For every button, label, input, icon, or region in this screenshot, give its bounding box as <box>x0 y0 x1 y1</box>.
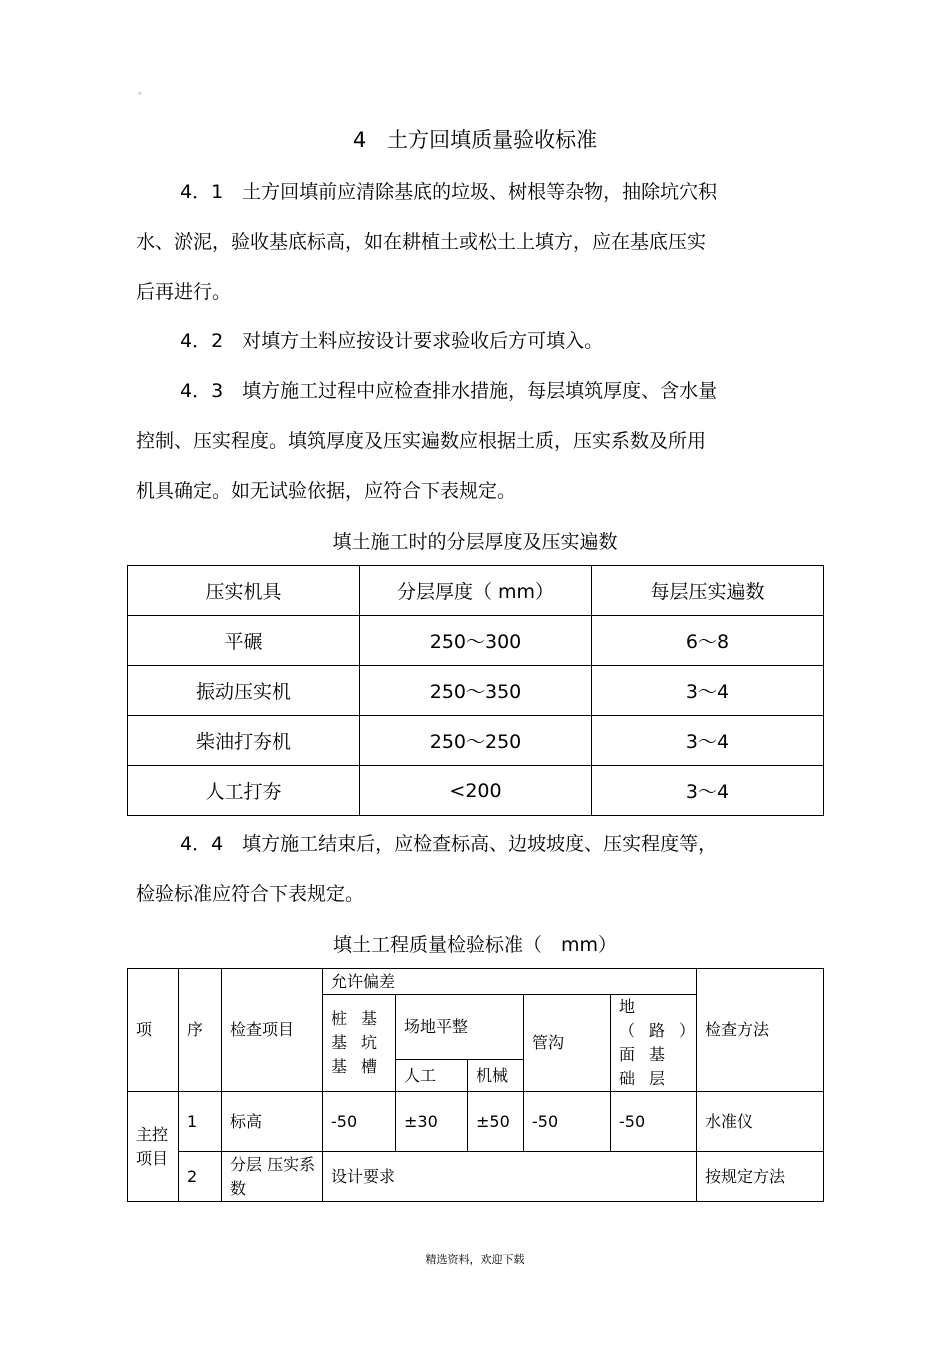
text-line: 机具确定。如无试验依据，应符合下表规定。 <box>136 480 517 502</box>
group-main-control: 主控项目 <box>128 1092 179 1202</box>
table-cell: 250～350 <box>360 666 592 716</box>
table-cell: 3～4 <box>592 666 824 716</box>
text-line: 4．2 对填方土料应按设计要求验收后方可填入。 <box>180 330 604 352</box>
table-cell: ±50 <box>468 1092 524 1152</box>
header-cell: 压实机具 <box>128 566 360 616</box>
table-cell: 标高 <box>222 1092 323 1152</box>
page-footer: 精选资料，欢迎下载 <box>425 1253 525 1266</box>
header-item: 项 <box>128 969 179 1092</box>
paragraph-4-3 <box>136 366 816 516</box>
paragraph-4-2 <box>136 316 816 366</box>
header-check-method: 检查方法 <box>697 969 824 1092</box>
header-pile-pit: 桩基基坑基槽 <box>323 995 396 1092</box>
table-cell: 250～300 <box>360 616 592 666</box>
table-cell: 柴油打夯机 <box>128 716 360 766</box>
table-header-row <box>128 566 824 616</box>
table-cell: 250～250 <box>360 716 592 766</box>
text-line: 4．4 填方施工结束后，应检查标高、边坡坡度、压实程度等， <box>180 833 718 855</box>
top-mark: 。 <box>138 86 148 97</box>
table-cell: 1 <box>179 1092 222 1152</box>
text-line: 4．1 土方回填前应清除基底的垃圾、树根等杂物，抽除坑穴积 <box>180 181 718 203</box>
table-cell: -50 <box>524 1092 611 1152</box>
table-cell: 3～4 <box>592 716 824 766</box>
table-cell: <200 <box>360 766 592 816</box>
table2-caption: 填土工程质量检验标准（ mm） <box>332 934 618 956</box>
text-line: 检验标准应符合下表规定。 <box>136 883 365 905</box>
header-check-item: 检查项目 <box>222 969 323 1092</box>
table-cell: 设计要求 <box>323 1152 697 1202</box>
table-cell: 2 <box>179 1152 222 1202</box>
table-cell: 按规定方法 <box>697 1152 824 1202</box>
header-machine: 机械 <box>468 1060 524 1092</box>
header-manual: 人工 <box>396 1060 468 1092</box>
header-seq: 序 <box>179 969 222 1092</box>
header-cell: 分层厚度（ mm） <box>360 566 592 616</box>
table-row <box>128 1152 824 1202</box>
text-line: 水、淤泥，验收基底标高，如在耕植土或松土上填方，应在基底压实 <box>136 231 707 253</box>
table-cell: -50 <box>611 1092 697 1152</box>
table-row <box>128 616 824 666</box>
table-cell: 人工打夯 <box>128 766 360 816</box>
compaction-table <box>127 565 824 816</box>
text-line: 后再进行。 <box>136 281 232 303</box>
header-site-leveling: 场地平整 <box>396 995 524 1060</box>
quality-inspection-table <box>127 968 824 1202</box>
header-road-base: 地（路）面基础层 <box>611 995 697 1092</box>
paragraph-4-1 <box>136 167 816 317</box>
table-cell: -50 <box>323 1092 396 1152</box>
table-cell: 平碾 <box>128 616 360 666</box>
table-cell: 分层 压实系数 <box>222 1152 323 1202</box>
table-cell: 3～4 <box>592 766 824 816</box>
table-row <box>128 1092 824 1152</box>
text-line: 控制、压实程度。填筑厚度及压实遍数应根据土质，压实系数及所用 <box>136 430 707 452</box>
header-allowable-deviation: 允许偏差 <box>323 969 697 995</box>
table-row <box>128 766 824 816</box>
section-heading: 4 土方回填质量验收标准 <box>352 128 598 152</box>
table-row <box>128 716 824 766</box>
paragraph-4-4 <box>136 819 816 919</box>
table-cell: 水准仪 <box>697 1092 824 1152</box>
table-header-row <box>128 969 824 995</box>
table-cell: ±30 <box>396 1092 468 1152</box>
table-row <box>128 666 824 716</box>
header-ditch: 管沟 <box>524 995 611 1092</box>
table-cell: 6～8 <box>592 616 824 666</box>
header-cell: 每层压实遍数 <box>592 566 824 616</box>
table1-caption: 填土施工时的分层厚度及压实遍数 <box>332 531 618 553</box>
text-line: 4．3 填方施工过程中应检查排水措施，每层填筑厚度、含水量 <box>180 380 718 402</box>
table-cell: 振动压实机 <box>128 666 360 716</box>
